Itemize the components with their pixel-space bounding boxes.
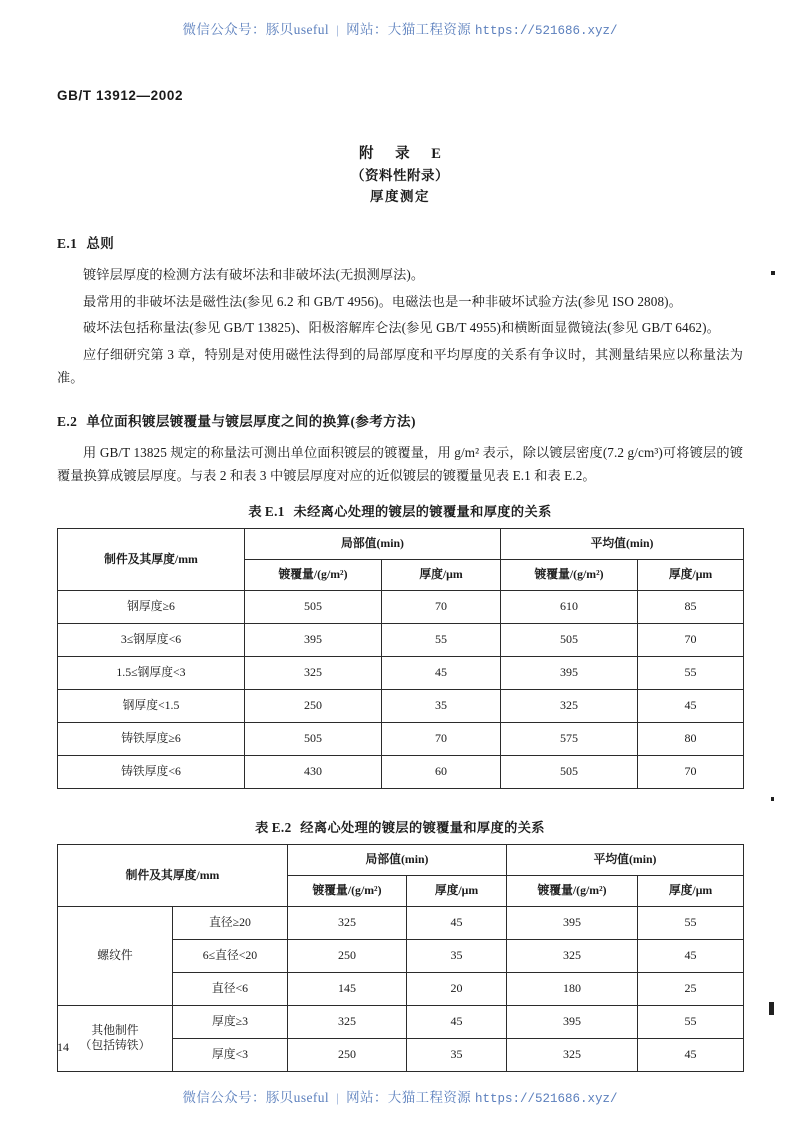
table-e1-row-1-local-thick: 55 (382, 623, 501, 656)
table-e2-caption-prefix: 表 (255, 819, 269, 835)
watermark-wechat-label: 微信公众号： (182, 22, 266, 37)
table-e2-group-1-row-1-label: 厚度<3 (173, 1038, 288, 1071)
table-e1-row-1-avg-mass: 505 (501, 623, 638, 656)
table-e1-header-group-average: 平均值(min) (501, 528, 744, 559)
watermark-url: https://521686.xyz/ (474, 24, 618, 38)
table-e2-caption-number: E.2 (271, 819, 292, 835)
table-e1-wrapper (57, 501, 743, 789)
table-e2-group-0-name: 螺纹件 (58, 906, 173, 1005)
table-e2-group-1-name (58, 1005, 173, 1071)
table-e2-group-0-row-2-avg-thick: 25 (638, 972, 744, 1005)
table-e1-row-2-local-mass: 325 (245, 656, 382, 689)
table-e1-row-0-local-mass: 505 (245, 590, 382, 623)
watermark-wechat-value-bottom: 豚贝useful (265, 1090, 330, 1105)
table-row (58, 722, 744, 755)
table-e2-group-1-name-line1: 其他制件 (91, 1023, 139, 1038)
table-e2-group-0-row-2-label: 直径<6 (173, 972, 288, 1005)
table-e2-group-0-row-2-local-thick: 20 (407, 972, 507, 1005)
table-row (58, 689, 744, 722)
table-e1-row-5-local-mass: 430 (245, 755, 382, 788)
table-e2-group-1-row-0-local-thick: 45 (407, 1005, 507, 1038)
scan-speck-icon (771, 271, 775, 275)
annex-title: 附 录 E (359, 146, 450, 162)
paragraph-e1-2: 最常用的非破坏法是磁性法(参见 6.2 和 GB/T 4956)。电磁法也是一种非破坏试验方法(参见 ISO 2808)。 (83, 293, 682, 309)
table-e2-group-1-row-1-local-mass: 250 (288, 1038, 407, 1071)
table-e2-group-0-row-1-local-mass: 250 (288, 939, 407, 972)
table-e1-header-group-local: 局部值(min) (245, 528, 501, 559)
table-row (58, 906, 744, 939)
watermark-url-bottom: https://521686.xyz/ (474, 1092, 618, 1106)
table-e2-header-rowlabel: 制件及其厚度/mm (58, 844, 288, 906)
table-e2-wrapper (57, 817, 743, 1072)
paragraph-e1-3: 破坏法包括称量法(参见 GB/T 13825)、阳极溶解库仑法(参见 GB/T 4955)和横断面显微镜法(参见 GB/T 6462)。 (83, 320, 720, 335)
table-e1-row-3-label: 钢厚度<1.5 (58, 689, 245, 722)
table-e2-group-0-row-0-local-mass: 325 (288, 906, 407, 939)
table-row (58, 656, 744, 689)
watermark-separator-bottom: | (336, 1090, 340, 1105)
standard-code: GB/T 13912—2002 (57, 88, 184, 103)
table-e1-row-2-avg-mass: 395 (501, 656, 638, 689)
table-e2-header-group-local: 局部值(min) (288, 844, 507, 875)
table-e1-row-3-local-thick: 35 (382, 689, 501, 722)
annex-name: 厚度测定 (370, 189, 430, 204)
table-e2-group-0-row-1-local-thick: 35 (407, 939, 507, 972)
table-e1-header-row-1 (58, 528, 744, 559)
section-title-e2: 单位面积镀层镀覆量与镀层厚度之间的换算(参考方法) (86, 413, 416, 429)
watermark-site-label-bottom: 网站： (346, 1090, 388, 1105)
annex-heading (0, 144, 800, 207)
table-e1-row-3-avg-mass: 325 (501, 689, 638, 722)
table-e1-row-0-local-thick: 70 (382, 590, 501, 623)
paragraph-e1-1: 镀锌层厚度的检测方法有破坏法和非破坏法(无损测厚法)。 (83, 267, 425, 282)
table-e1-caption (57, 501, 743, 520)
table-e1-row-4-local-thick: 70 (382, 722, 501, 755)
table-e1-header-avg-thickness: 厚度/μm (638, 559, 744, 590)
table-e1-header-avg-mass: 镀覆量/(g/m²) (501, 559, 638, 590)
page-number: 14 (57, 1040, 69, 1054)
paragraph-e1-4: 应仔细研究第 3 章，特别是对使用磁性法得到的局部厚度和平均厚度的关系有争议时，其测量结果应以称量法为准。 (57, 346, 743, 385)
table-e1-row-0-label: 钢厚度≥6 (58, 590, 245, 623)
table-e1-row-2-avg-thick: 55 (638, 656, 744, 689)
table-e1-row-4-avg-thick: 80 (638, 722, 744, 755)
document-content (57, 232, 743, 1072)
table-e1-row-4-avg-mass: 575 (501, 722, 638, 755)
table-e2-group-0-row-0-label: 直径≥20 (173, 906, 288, 939)
scan-speck-icon (769, 1002, 774, 1015)
table-e2-group-1-row-0-avg-mass: 395 (507, 1005, 638, 1038)
table-e2-caption (57, 817, 743, 836)
table-e1-row-5-avg-mass: 505 (501, 755, 638, 788)
table-e1-row-0-avg-thick: 85 (638, 590, 744, 623)
scan-speck-icon (771, 797, 774, 801)
table-e2-group-1-row-1-local-thick: 35 (407, 1038, 507, 1071)
table-e2-header-row-1 (58, 844, 744, 875)
watermark-site-label: 网站： (346, 22, 388, 37)
table-e1-row-3-local-mass: 250 (245, 689, 382, 722)
table-e1-row-5-local-thick: 60 (382, 755, 501, 788)
table-e2-group-0-row-2-local-mass: 145 (288, 972, 407, 1005)
table-e2-group-0-row-0-local-thick: 45 (407, 906, 507, 939)
table-e2-group-0-row-0-avg-mass: 395 (507, 906, 638, 939)
table-e1-row-0-avg-mass: 610 (501, 590, 638, 623)
watermark-separator: | (336, 22, 340, 37)
table-row (58, 623, 744, 656)
watermark-wechat-label-bottom: 微信公众号： (182, 1090, 266, 1105)
section-heading-e1 (57, 232, 743, 252)
section-heading-e2 (57, 410, 743, 430)
table-e1-header-rowlabel: 制件及其厚度/mm (58, 528, 245, 590)
table-e2-group-0-row-2-avg-mass: 180 (507, 972, 638, 1005)
table-e2-header-local-mass: 镀覆量/(g/m²) (288, 875, 407, 906)
section-title-e1: 总则 (86, 236, 115, 251)
table-e2-group-1-name-line2: （包括铸铁） (79, 1038, 151, 1052)
table-e1-row-4-label: 铸铁厚度≥6 (58, 722, 245, 755)
table-e1-caption-text: 未经离心处理的镀层的镀覆量和厚度的关系 (293, 503, 552, 519)
watermark-wechat-value: 豚贝useful (265, 22, 330, 37)
table-e2-body (58, 906, 744, 1071)
table-e1-row-2-local-thick: 45 (382, 656, 501, 689)
table-e1-row-3-avg-thick: 45 (638, 689, 744, 722)
annex-subtitle: （资料性附录） (351, 168, 449, 183)
table-e2-group-1-row-1-avg-thick: 45 (638, 1038, 744, 1071)
watermark-bottom (0, 1086, 800, 1106)
table-e1 (57, 528, 744, 789)
table-e2-header-local-thickness: 厚度/μm (407, 875, 507, 906)
table-e2-group-1-row-0-label: 厚度≥3 (173, 1005, 288, 1038)
table-row (58, 1005, 744, 1038)
watermark-site-value-bottom: 大猫工程资源 (387, 1090, 472, 1105)
table-row (58, 590, 744, 623)
table-e2-caption-text: 经离心处理的镀层的镀覆量和厚度的关系 (300, 819, 545, 835)
table-e1-row-2-label: 1.5≤钢厚度<3 (58, 656, 245, 689)
table-e1-row-4-local-mass: 505 (245, 722, 382, 755)
table-e1-row-5-label: 铸铁厚度<6 (58, 755, 245, 788)
table-e1-header-local-mass: 镀覆量/(g/m²) (245, 559, 382, 590)
table-e2-group-0-row-1-avg-mass: 325 (507, 939, 638, 972)
table-e1-row-1-local-mass: 395 (245, 623, 382, 656)
table-e2-group-0-row-0-avg-thick: 55 (638, 906, 744, 939)
table-e1-caption-prefix: 表 (248, 503, 262, 519)
table-e2-header-avg-mass: 镀覆量/(g/m²) (507, 875, 638, 906)
table-e2-group-1-row-0-avg-thick: 55 (638, 1005, 744, 1038)
table-e1-row-5-avg-thick: 70 (638, 755, 744, 788)
table-e1-row-1-avg-thick: 70 (638, 623, 744, 656)
table-e1-caption-number: E.1 (264, 503, 285, 519)
section-number-e2: E.2 (57, 413, 78, 429)
watermark-site-value: 大猫工程资源 (387, 22, 472, 37)
table-e2 (57, 844, 744, 1072)
table-e2-header-group-average: 平均值(min) (507, 844, 744, 875)
table-e1-row-1-label: 3≤钢厚度<6 (58, 623, 245, 656)
table-e2-group-0-row-1-label: 6≤直径<20 (173, 939, 288, 972)
table-e1-body (58, 590, 744, 788)
table-e1-header-local-thickness: 厚度/μm (382, 559, 501, 590)
table-e2-group-1-row-0-local-mass: 325 (288, 1005, 407, 1038)
paragraph-e2-1: 用 GB/T 13825 规定的称量法可测出单位面积镀层的镀覆量，用 g/m² 表示，除以镀层密度(7.2 g/cm³)可将镀层的镀覆量换算成镀层厚度。与表 2 和表 3 中镀层厚度对应的近似镀层的镀覆量见表 E.1 和表 E.2。 (57, 444, 743, 483)
table-e2-group-1-row-1-avg-mass: 325 (507, 1038, 638, 1071)
table-e2-header-avg-thickness: 厚度/μm (638, 875, 744, 906)
table-row (58, 755, 744, 788)
table-e2-group-0-row-1-avg-thick: 45 (638, 939, 744, 972)
section-number-e1: E.1 (57, 236, 78, 251)
